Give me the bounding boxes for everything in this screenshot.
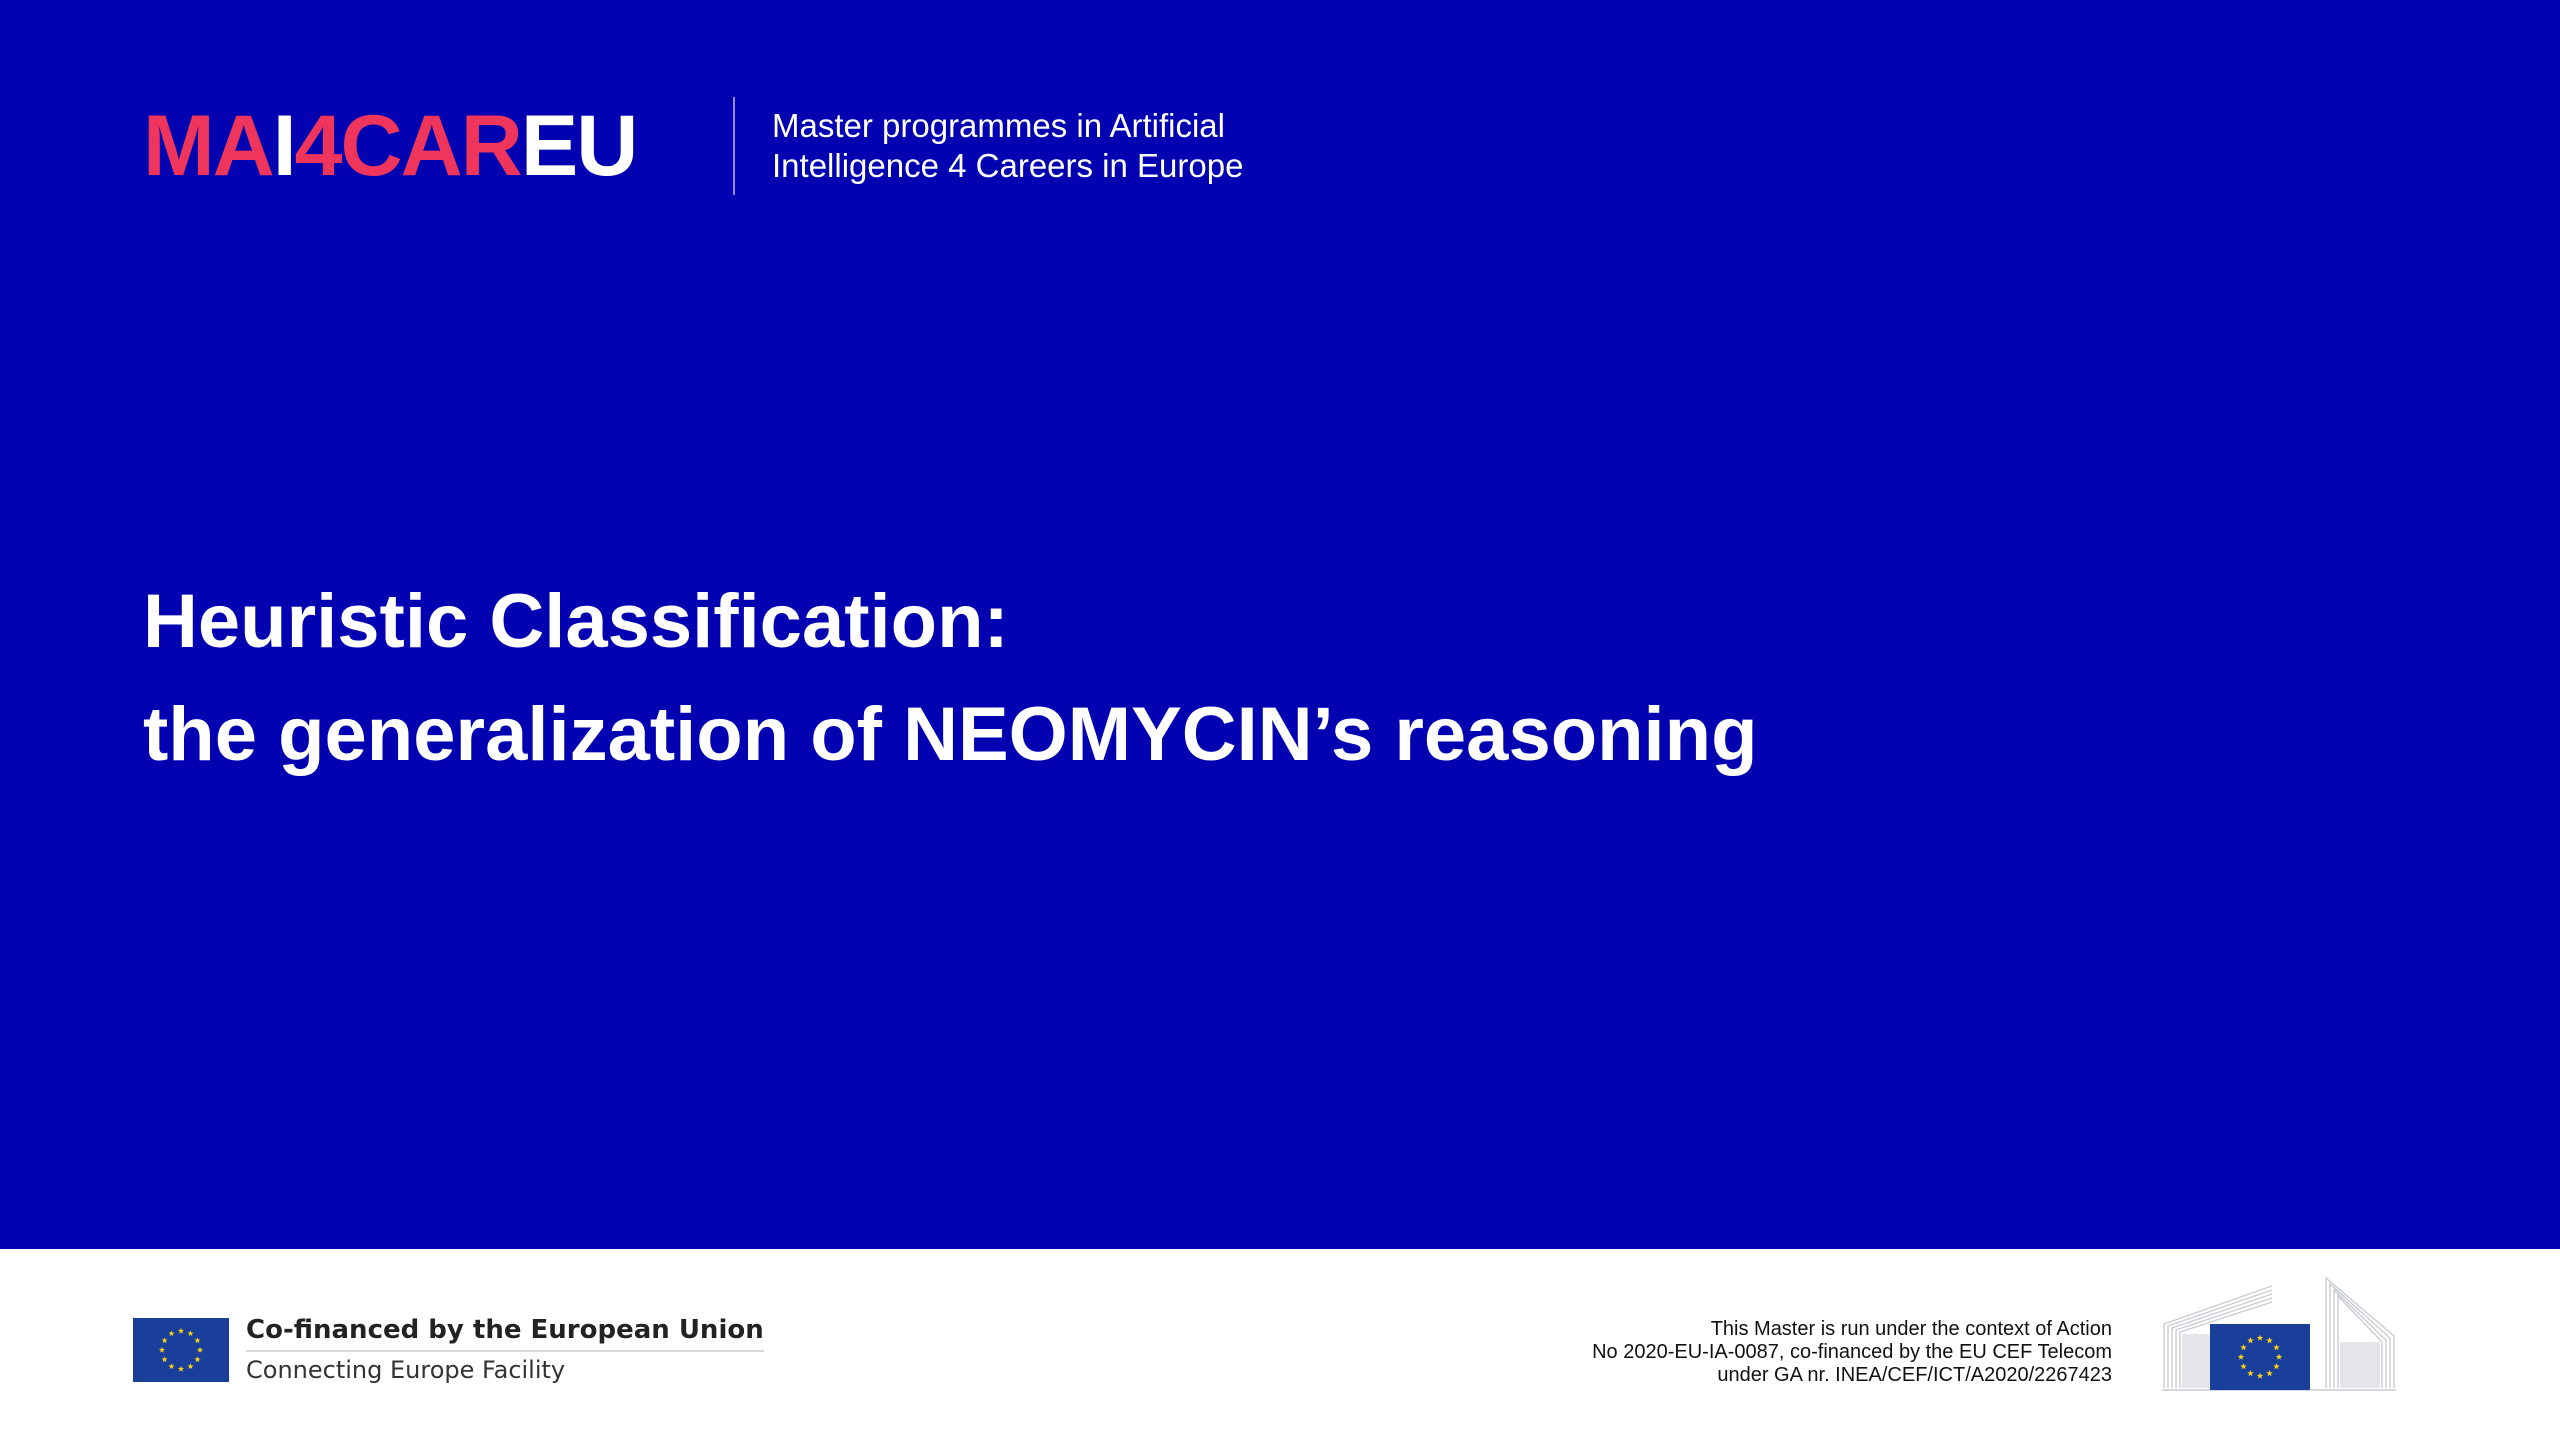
action-line-2: No 2020-EU-IA-0087, co-financed by the EU CEF Telecom bbox=[1592, 1341, 2112, 1363]
eu-flag-icon bbox=[133, 1318, 229, 1382]
eu-star-icon bbox=[187, 1330, 193, 1336]
action-line-3: under GA nr. INEA/CEF/ICT/A2020/2267423 bbox=[1717, 1364, 2112, 1386]
european-commission-logo-icon bbox=[2162, 1276, 2396, 1394]
eu-star-icon bbox=[159, 1347, 165, 1353]
eu-star-icon bbox=[187, 1363, 193, 1369]
eu-star-icon bbox=[194, 1356, 200, 1362]
brand-tagline bbox=[772, 106, 1243, 186]
logo-part-ma: MA bbox=[143, 98, 273, 194]
cofinanced-block bbox=[246, 1312, 764, 1388]
logo-part-i: I bbox=[272, 98, 295, 194]
logo-part-eu: EU bbox=[520, 98, 637, 194]
eu-star-icon bbox=[194, 1337, 200, 1343]
cofinanced-text: Co-financed by the European Union bbox=[246, 1312, 764, 1352]
logo-part-car: CAR bbox=[340, 98, 521, 194]
slide-title bbox=[143, 565, 1758, 791]
tagline-line-2: Intelligence 4 Careers in Europe bbox=[772, 147, 1244, 184]
eu-star-icon bbox=[178, 1328, 184, 1334]
logo-part-4: 4 bbox=[294, 98, 341, 194]
eu-star-icon bbox=[178, 1366, 184, 1372]
title-line-2: the generalization of NEOMYCIN’s reasoning bbox=[143, 692, 1758, 777]
tagline-line-1: Master programmes in Artificial bbox=[772, 107, 1225, 144]
action-line-1: This Master is run under the context of Action bbox=[1710, 1318, 2112, 1340]
action-notice bbox=[1592, 1318, 2112, 1387]
connecting-europe-text: Connecting Europe Facility bbox=[246, 1356, 566, 1384]
title-line-1: Heuristic Classification: bbox=[143, 579, 1009, 664]
eu-star-icon bbox=[168, 1363, 174, 1369]
eu-star-icon bbox=[162, 1356, 168, 1362]
mai4careu-logo bbox=[143, 98, 637, 194]
eu-star-icon bbox=[168, 1330, 174, 1336]
logo-divider bbox=[733, 97, 735, 195]
eu-star-icon bbox=[197, 1347, 203, 1353]
eu-star-icon bbox=[162, 1337, 168, 1343]
